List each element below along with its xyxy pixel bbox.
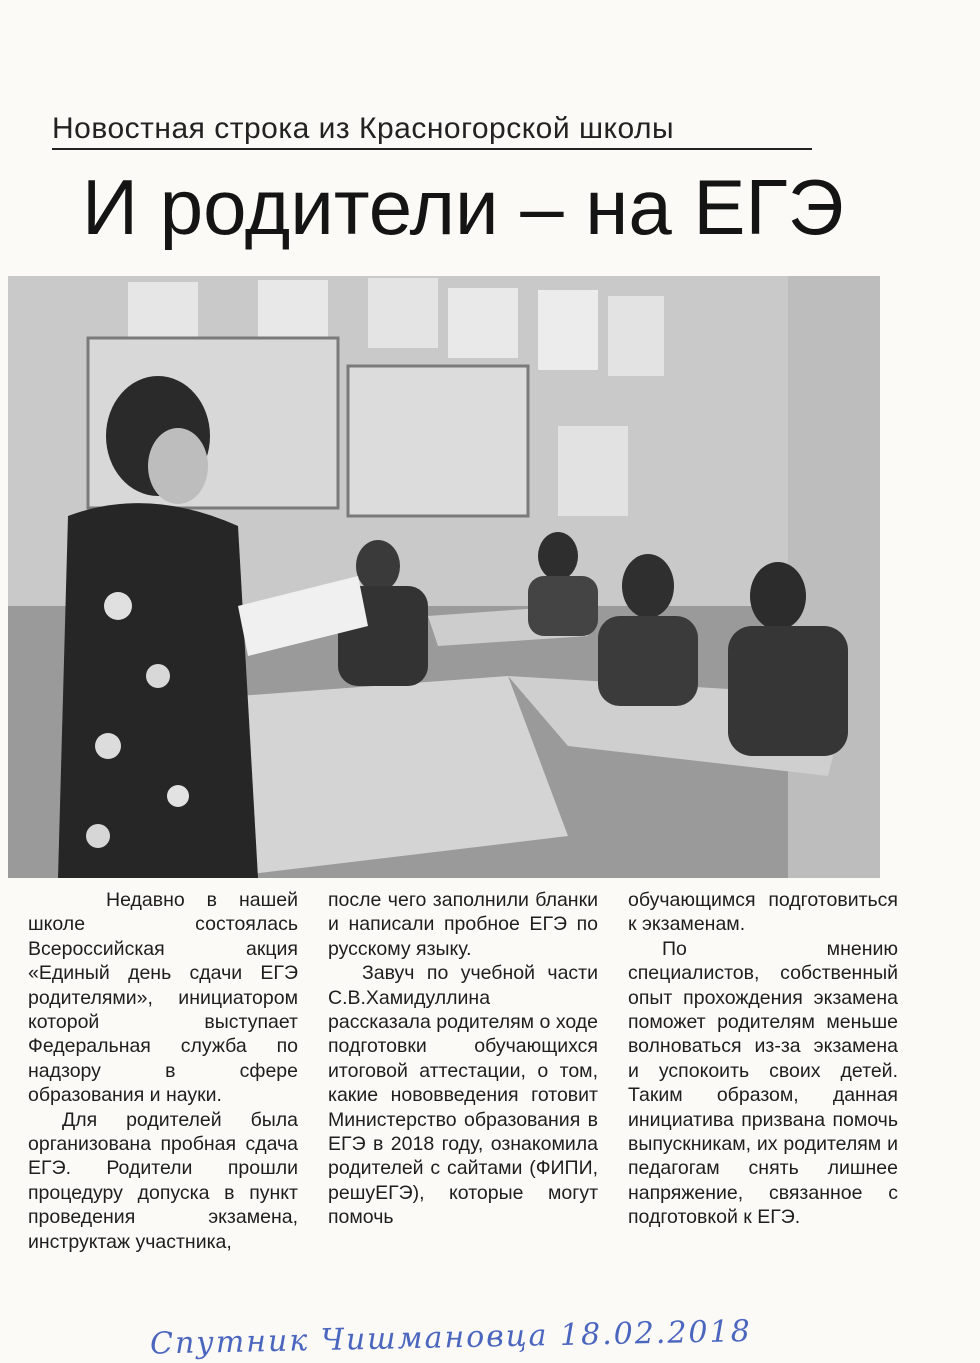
rubric-title: Новостная строка из Красногорской школы — [52, 112, 812, 150]
paragraph: Недавно в нашей школе состоялась Всероссийская акция «Единый день сдачи ЕГЭ родителями», инициатором которой выступает Федеральная служба по надзору в сфере образования и науки. — [28, 889, 298, 1107]
article-body — [28, 888, 898, 1343]
column-2 — [328, 888, 598, 1343]
handwritten-source-note: Спутник Чишмановца 18.02.2018 — [149, 1313, 753, 1362]
column-1 — [28, 888, 298, 1343]
column-3 — [628, 888, 898, 1343]
paragraph: Завуч по учебной части С.В.Хамидуллина рассказала родителям о ходе подготовки обучающихся итоговой аттестации, о том, какие нововведения готовит Министерство образования в ЕГЭ в 2018 году, ознакомила родителей с сайтами (ФИПИ, решуЕГЭ), которые могут помочь — [328, 962, 598, 1229]
article-photo — [8, 276, 880, 878]
paragraph: после чего заполнили бланки и написали пробное ЕГЭ по русскому языку. — [328, 889, 598, 960]
paragraph: Для родителей была организована пробная сдача ЕГЭ. Родители прошли процедуру допуска в пункт проведения экзамена, инструктаж участника, — [28, 1108, 298, 1253]
paragraph: обучающимся подготовиться к экзаменам. — [628, 889, 898, 936]
paragraph: По мнению специалистов, собственный опыт прохождения экзамена поможет родителям меньше волноваться из-за экзамена и успокоить своих детей. Таким образом, данная инициатива призвана помочь выпускникам, их родителям и педагогам снять лишнее напряжение, связанное с подготовкой к ЕГЭ. — [628, 937, 898, 1229]
classroom-photo-illustration — [8, 276, 880, 878]
headline: И родители – на ЕГЭ — [82, 163, 844, 251]
